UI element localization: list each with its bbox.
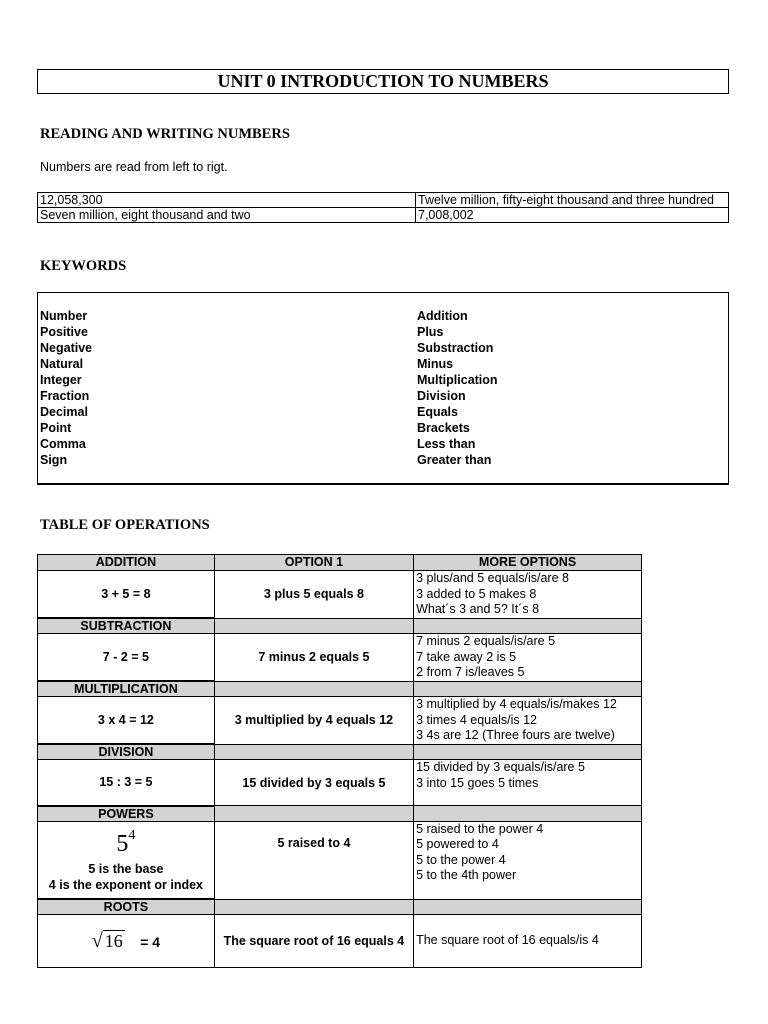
section-row — [38, 618, 642, 634]
section-title: POWERS — [38, 806, 215, 822]
more-options-cell — [414, 634, 642, 682]
more-options-cell — [414, 821, 642, 899]
keywords-right-column — [417, 308, 498, 468]
empty-cell — [414, 681, 642, 697]
reading-heading: READING AND WRITING NUMBERS — [40, 126, 290, 142]
table-row — [38, 208, 729, 223]
option-line: 3 plus/and 5 equals/is/are 8 — [416, 571, 569, 585]
section-row — [38, 806, 642, 822]
keyword: Greater than — [417, 453, 492, 467]
operations-table — [37, 554, 642, 968]
empty-cell — [214, 618, 413, 634]
keywords-heading: KEYWORDS — [40, 258, 127, 274]
option-line: The square root of 16 equals/is 4 — [416, 933, 599, 948]
reading-table — [37, 192, 729, 223]
table-row — [38, 697, 642, 745]
intro-text: Numbers are read from left to rigt. — [40, 160, 228, 174]
operations-heading: TABLE OF OPERATIONS — [40, 517, 210, 533]
section-title: ROOTS — [38, 899, 215, 915]
empty-cell — [214, 806, 413, 822]
empty-cell — [414, 806, 642, 822]
expression-cell: 7 - 2 = 5 — [38, 634, 215, 682]
expression-cell: 15 : 3 = 5 — [38, 760, 215, 806]
keyword: Addition — [417, 309, 468, 323]
more-options-cell — [414, 697, 642, 745]
section-row — [38, 744, 642, 760]
section-title: DIVISION — [38, 744, 215, 760]
table-cell: 12,058,300 — [38, 193, 416, 208]
radicand: 16 — [104, 930, 123, 951]
keyword: Equals — [417, 405, 458, 419]
keyword: Less than — [417, 437, 476, 451]
keywords-left-column — [40, 308, 92, 468]
power-note: 5 is the base — [88, 862, 164, 877]
option-line: 3 into 15 goes 5 times — [416, 775, 539, 790]
power-base: 5 — [116, 831, 129, 858]
option1-cell: 3 plus 5 equals 8 — [214, 571, 413, 619]
table-row — [38, 760, 642, 806]
option1-cell: 5 raised to 4 — [214, 821, 413, 899]
empty-cell — [214, 681, 413, 697]
column-header: ADDITION — [38, 555, 215, 571]
option-line: 7 take away 2 is 5 — [416, 649, 517, 664]
more-options-cell — [414, 571, 642, 619]
keyword: Point — [40, 421, 72, 435]
keywords-box — [37, 292, 729, 485]
option-line: 2 from 7 is/leaves 5 — [416, 665, 525, 679]
keyword: Brackets — [417, 421, 470, 435]
table-cell: Twelve million, fifty-eight thousand and three hundred — [416, 193, 729, 208]
table-row — [38, 193, 729, 208]
option1-cell: 3 multiplied by 4 equals 12 — [214, 697, 413, 745]
keyword: Plus — [417, 325, 444, 339]
root-result: = 4 — [140, 933, 161, 950]
more-options-cell — [414, 915, 642, 968]
table-cell: Seven million, eight thousand and two — [38, 208, 416, 223]
keyword: Number — [40, 309, 88, 323]
option-line: 5 raised to the power 4 — [416, 821, 544, 836]
power-glyph — [116, 828, 136, 858]
keyword: Sign — [40, 453, 68, 467]
option-line: 7 minus 2 equals/is/are 5 — [416, 634, 556, 648]
option-line: What´s 3 and 5? It´s 8 — [416, 602, 540, 616]
section-row — [38, 899, 642, 915]
section-row — [38, 681, 642, 697]
table-row — [38, 821, 642, 899]
column-header: MORE OPTIONS — [414, 555, 642, 571]
section-title: SUBTRACTION — [38, 618, 215, 634]
table-row — [38, 634, 642, 682]
option1-cell: 7 minus 2 equals 5 — [214, 634, 413, 682]
empty-cell — [414, 744, 642, 760]
table-row — [38, 915, 642, 968]
keyword: Multiplication — [417, 373, 498, 387]
empty-cell — [214, 744, 413, 760]
option-line: 3 times 4 equals/is 12 — [416, 712, 537, 727]
option-line: 3 added to 5 makes 8 — [416, 586, 537, 601]
option-line: 5 powered to 4 — [416, 837, 499, 851]
power-expression-cell — [38, 821, 215, 899]
square-root-icon: √ — [91, 929, 103, 952]
option-line: 5 to the power 4 — [416, 852, 506, 867]
option-line: 15 divided by 3 equals/is/are 5 — [416, 760, 585, 774]
power-exponent: 4 — [128, 828, 136, 844]
root-expression-cell — [38, 915, 215, 968]
option-line: 3 multiplied by 4 equals/is/makes 12 — [416, 697, 617, 711]
keyword: Natural — [40, 357, 84, 371]
power-note: 4 is the exponent or index — [48, 878, 203, 893]
option-line: 3 4s are 12 (Three fours are twelve) — [416, 728, 615, 742]
more-options-cell — [414, 760, 642, 806]
keyword: Minus — [417, 357, 454, 371]
keyword: Fraction — [40, 389, 90, 403]
keyword: Positive — [40, 325, 88, 339]
table-cell: 7,008,002 — [416, 208, 729, 223]
page-title: UNIT 0 INTRODUCTION TO NUMBERS — [37, 69, 729, 94]
keyword: Comma — [40, 437, 86, 451]
expression-cell: 3 x 4 = 12 — [38, 697, 215, 745]
keyword: Division — [417, 389, 466, 403]
table-header-row — [38, 555, 642, 571]
option1-cell: 15 divided by 3 equals 5 — [214, 760, 413, 806]
column-header: OPTION 1 — [214, 555, 413, 571]
empty-cell — [414, 899, 642, 915]
table-row — [38, 571, 642, 619]
keyword: Negative — [40, 341, 93, 355]
empty-cell — [414, 618, 642, 634]
expression-cell: 3 + 5 = 8 — [38, 571, 215, 619]
keyword: Decimal — [40, 405, 88, 419]
option1-cell: The square root of 16 equals 4 — [214, 915, 413, 968]
keyword: Integer — [40, 373, 82, 387]
keyword: Substraction — [417, 341, 494, 355]
option-line: 5 to the 4th power — [416, 868, 517, 882]
section-title: MULTIPLICATION — [38, 681, 215, 697]
empty-cell — [214, 899, 413, 915]
